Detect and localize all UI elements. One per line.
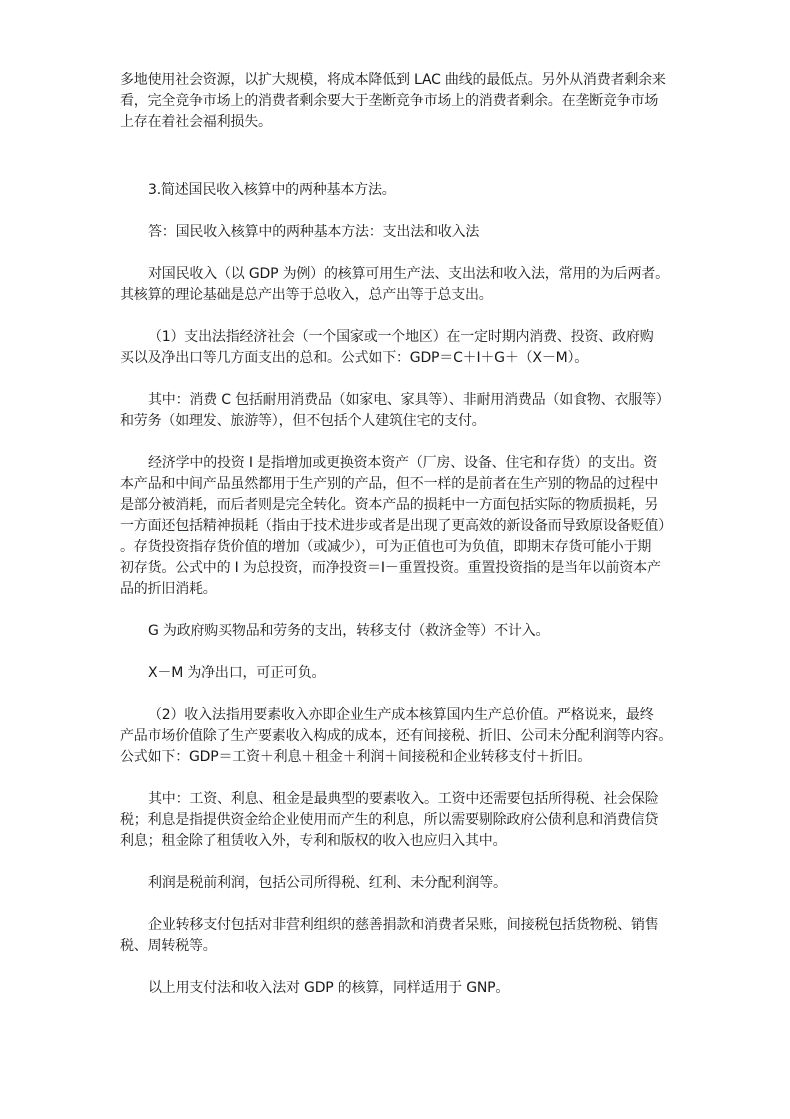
text-line: 以上用支付法和收入法对 GDP 的核算，同样适用于 GNP。 — [148, 980, 510, 996]
text-line: 和劳务（如理发、旅游等），但不包括个人建筑住宅的支付。 — [120, 413, 486, 429]
text-line: 买以及净出口等几方面支出的总和。公式如下：GDP＝C＋I＋G＋（X－M）。 — [120, 350, 589, 366]
text-line: 初存货。公式中的 I 为总投资，而净投资＝I－重置投资。重置投资指的是当年以前资本产 — [120, 560, 661, 576]
paragraph — [120, 789, 680, 852]
document-body — [120, 70, 680, 1020]
text-line: 品的折旧消耗。 — [120, 581, 217, 597]
text-line: 经济学中的投资 I 是指增加或更换资本资产（厂房、设备、住宅和存货）的支出。资 — [148, 455, 658, 471]
paragraph — [120, 915, 680, 957]
text-line: X－M 为净出口，可正可负。 — [148, 665, 326, 681]
paragraph — [120, 453, 680, 600]
text-line: 其核算的理论基础是总产出等于总收入，总产出等于总支出。 — [120, 287, 493, 303]
paragraph — [120, 705, 680, 768]
paragraph — [120, 180, 680, 201]
paragraph — [120, 663, 680, 684]
text-line: 其中：工资、利息、租金是最典型的要素收入。工资中还需要包括所得税、社会保险 — [148, 791, 659, 807]
text-line: 税；利息是指提供资金给企业使用而产生的利息，所以需要剔除政府公债利息和消费信贷 — [120, 812, 659, 828]
paragraph — [120, 873, 680, 894]
text-line: 看，完全竞争市场上的消费者剩余要大于垄断竞争市场上的消费者剩余。在垄断竞争市场 — [120, 93, 659, 109]
text-line: 对国民收入（以 GDP 为例）的核算可用生产法、支出法和收入法，常用的为后两者。 — [148, 266, 669, 282]
paragraph — [120, 978, 680, 999]
text-line: 多地使用社会资源，以扩大规模，将成本降低到 LAC 曲线的最低点。另外从消费者剩余来 — [120, 72, 666, 88]
paragraph — [120, 327, 680, 369]
paragraph — [120, 621, 680, 642]
text-line: 。存货投资指存货价值的增加（或减少），可为正值也可为负值，即期末存货可能小于期 — [120, 539, 652, 555]
text-line: （1）支出法指经济社会（一个国家或一个地区）在一定时期内消费、投资、政府购 — [148, 329, 654, 345]
text-line: （2）收入法指用要素收入亦即企业生产成本核算国内生产总价值。严格说来，最终 — [148, 707, 654, 723]
text-line: 产品市场价值除了生产要素收入构成的成本，还有间接税、折旧、公司未分配利润等内容。 — [120, 728, 672, 744]
text-line: G 为政府购买物品和劳务的支出，转移支付（救济金等）不计入。 — [148, 623, 550, 639]
text-line: 其中：消费 C 包括耐用消费品（如家电、家具等）、非耐用消费品（如食物、衣服等） — [148, 392, 670, 408]
paragraph — [120, 390, 680, 432]
text-line: 答：国民收入核算中的两种基本方法：支出法和收入法 — [148, 224, 480, 240]
text-line: 利润是税前利润，包括公司所得税、红利、未分配利润等。 — [148, 875, 507, 891]
text-line: 3.简述国民收入核算中的两种基本方法。 — [148, 182, 396, 198]
text-line: 是部分被消耗，而后者则是完全转化。资本产品的损耗中一方面包括实际的物质损耗，另 — [120, 497, 659, 513]
text-line: 企业转移支付包括对非营利组织的慈善捐款和消费者呆账，间接税包括货物税、销售 — [148, 917, 659, 933]
text-line: 本产品和中间产品虽然都用于生产别的产品，但不一样的是前者在生产别的物品的过程中 — [120, 476, 659, 492]
text-line: 一方面还包括精神损耗（指由于技术进步或者是出现了更高效的新设备而导致原设备贬值） — [120, 518, 672, 534]
text-line: 利息；租金除了租赁收入外，专利和版权的收入也应归入其中。 — [120, 833, 507, 849]
text-line: 公式如下：GDP＝工资＋利息＋租金＋利润＋间接税和企业转移支付＋折旧。 — [120, 749, 592, 765]
paragraph — [120, 264, 680, 306]
paragraph — [120, 222, 680, 243]
text-line: 上存在着社会福利损失。 — [120, 114, 272, 130]
paragraph — [120, 70, 680, 133]
text-line: 税、周转税等。 — [120, 938, 217, 954]
